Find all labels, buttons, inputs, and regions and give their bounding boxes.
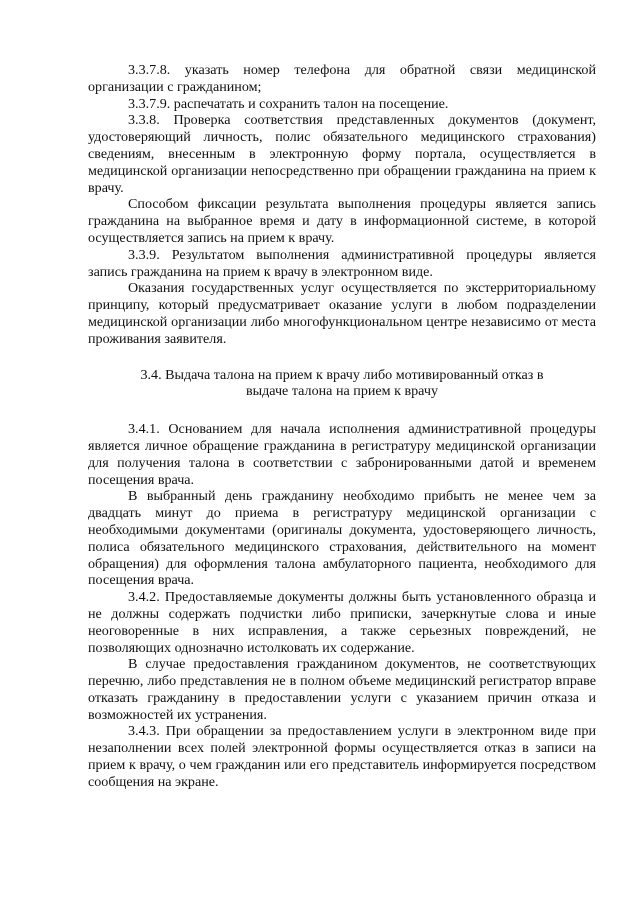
paragraph-3-4-2: 3.4.2. Предоставляемые документы должны быть установленного образца и не должны содержать подчистки либо приписки, зачеркнутые слова и иные неоговоренные в них исправления, а также серьезных повреждений, не позволяющих однозначно истолковать их содержание.: [88, 589, 596, 656]
section-heading-3-4: [88, 367, 596, 401]
section-heading-line-1: 3.4. Выдача талона на прием к врачу либо мотивированный отказ в: [140, 366, 544, 383]
paragraph-arrival-time: В выбранный день гражданину необходимо прибыть не менее чем за двадцать минут до приема в регистратуру медицинской организации с необходимыми документами (оригиналы документа, удостоверяющего личность, полиса обязательного медицинского страхования, действительного на момент обращения) для оформления талона амбулаторного пациента, необходимого для посещения врача.: [88, 488, 596, 589]
paragraph-refusal-case: В случае предоставления гражданином документов, не соответствующих перечню, либо представления не в полном объеме медицинский регистратор вправе отказать гражданину в предоставлении услуги с указанием причин отказа и возможностей их устранения.: [88, 656, 596, 723]
document-page: [88, 62, 596, 791]
paragraph-extraterritorial: Оказания государственных услуг осуществляется по экстерриториальному принципу, который предусматривает оказание услуги в любом подразделении медицинской организации либо многофункциональном центре независимо от места проживания заявителя.: [88, 280, 596, 347]
paragraph-3-3-7-8: 3.3.7.8. указать номер телефона для обратной связи медицинской организации с гражданином;: [88, 62, 596, 95]
paragraph-fixation-method: Способом фиксации результата выполнения процедуры является запись гражданина на выбранное время и дату в информационной системе, в которой осуществляется запись на прием к врачу.: [88, 196, 596, 246]
paragraph-3-3-9: 3.3.9. Результатом выполнения административной процедуры является запись гражданина на прием к врачу в электронном виде.: [88, 246, 596, 280]
paragraph-3-4-1: 3.4.1. Основанием для начала исполнения административной процедуры является личное обращение гражданина в регистратуру медицинской организации для получения талона в соответствии с забронированными датой и временем посещения врача.: [88, 421, 596, 488]
paragraph-3-3-8: 3.3.8. Проверка соответствия представленных документов (документ, удостоверяющий личность, полис обязательного медицинского страхования) сведениям, внесенным в электронную форму портала, осуществляется в медицинской организации непосредственно при обращении гражданина на прием к врачу.: [88, 112, 596, 196]
paragraph-3-4-3: 3.4.3. При обращении за предоставлением услуги в электронном виде при незаполнении всех полей электронной формы осуществляется отказ в записи на прием к врачу, о чем гражданин или его представитель информируется посредством сообщения на экране.: [88, 723, 596, 790]
paragraph-3-3-7-9: 3.3.7.9. распечатать и сохранить талон на посещение.: [128, 95, 449, 112]
section-heading-line-2: выдаче талона на прием к врачу: [245, 383, 438, 400]
